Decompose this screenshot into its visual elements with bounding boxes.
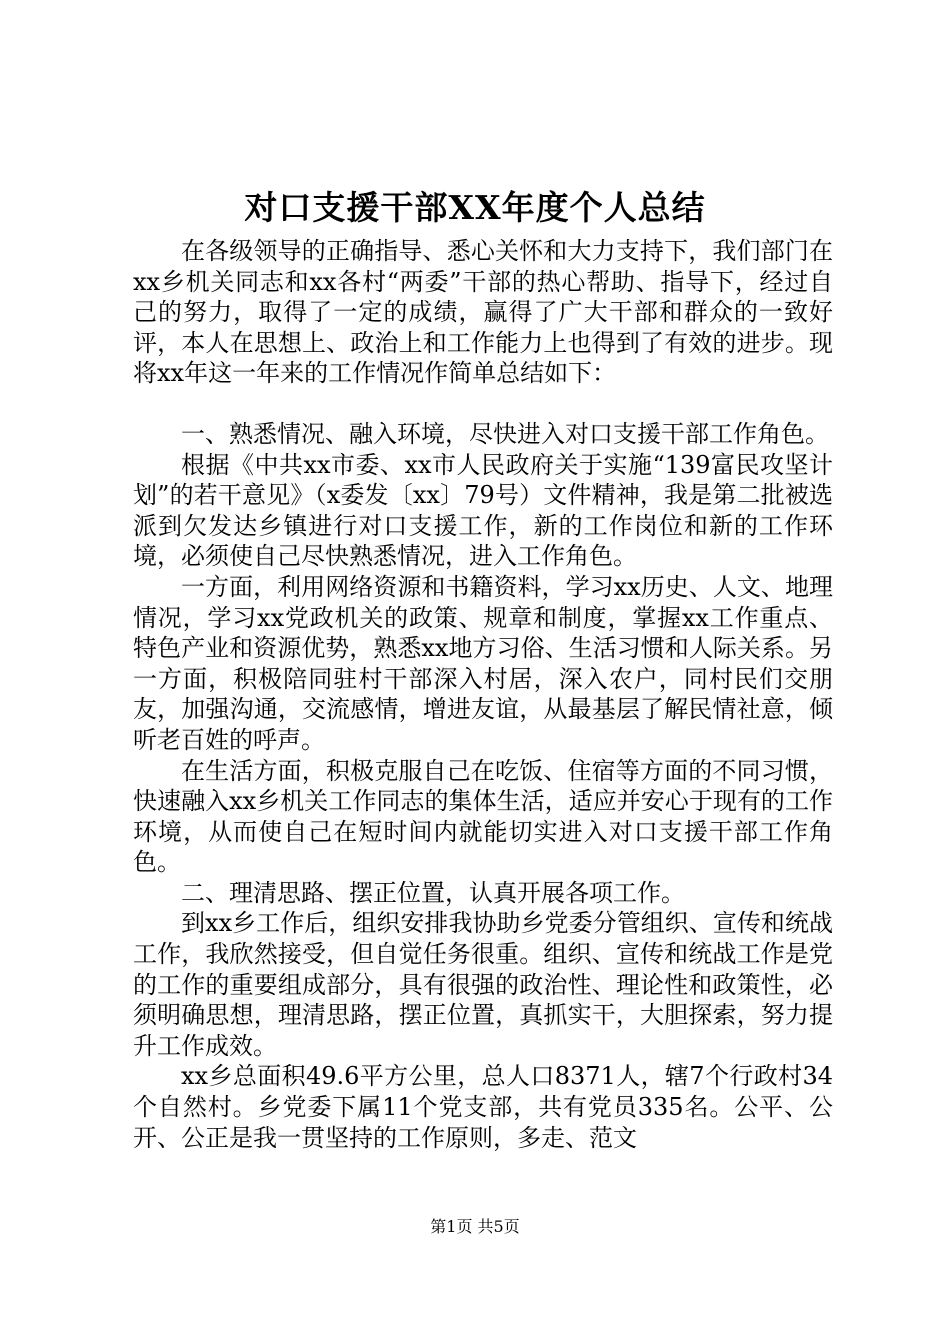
page-footer: 第1页 共5页 [430, 1217, 520, 1236]
paragraph: 一方面，利用网络资源和书籍资料，学习xx历史、人文、地理情况，学习xx党政机关的政策、规章和制度，掌握xx工作重点、特色产业和资源优势，熟悉xx地方习俗、生活习惯和人际关系。另一方面，积极陪同驻村干部深入村居，深入农户，同村民们交朋友，加强沟通，交流感情，增进友谊，从最基层了解民情社意，倾听老百姓的呼声。 [133, 572, 833, 754]
paragraph: xx乡总面积49.6平方公里，总人口8371人，辖7个行政村34个自然村。乡党委下属11个党支部，共有党员335名。公平、公开、公正是我一贯坚持的工作原则，多走、范文 [133, 1062, 833, 1152]
section-heading-2: 二、理清思路、摆正位置，认真开展各项工作。 [181, 878, 685, 907]
document-title: 对口支援干部XX年度个人总结 [244, 188, 706, 227]
paragraph: 根据《中共xx市委、xx市人民政府关于实施“139富民攻坚计划”的若干意见》（x委发〔xx〕79号）文件精神，我是第二批被选派到欠发达乡镇进行对口支援工作，新的工作岗位和新的工作环境，必须使自己尽快熟悉情况，进入工作角色。 [133, 450, 833, 571]
paragraph: 到xx乡工作后，组织安排我协助乡党委分管组织、宣传和统战工作，我欣然接受，但自觉任务很重。组织、宣传和统战工作是党的工作的重要组成部分，具有很强的政治性、理论性和政策性，必须明确思想，理清思路，摆正位置，真抓实干，大胆探索，努力提升工作成效。 [133, 909, 833, 1060]
section-heading-1: 一、熟悉情况、融入环境，尽快进入对口支援干部工作角色。 [181, 419, 829, 448]
document-body [133, 236, 833, 1153]
paragraph-intro: 在各级领导的正确指导、悉心关怀和大力支持下，我们部门在xx乡机关同志和xx各村“两委”干部的热心帮助、指导下，经过自己的努力，取得了一定的成绩，赢得了广大干部和群众的一致好评，本人在思想上、政治上和工作能力上也得到了有效的进步。现将xx年这一年来的工作情况作简单总结如下： [133, 237, 833, 388]
paragraph: 在生活方面，积极克服自己在吃饭、住宿等方面的不同习惯，快速融入xx乡机关工作同志的集体生活，适应并安心于现有的工作环境，从而使自己在短时间内就能切实进入对口支援干部工作角色。 [133, 756, 833, 877]
